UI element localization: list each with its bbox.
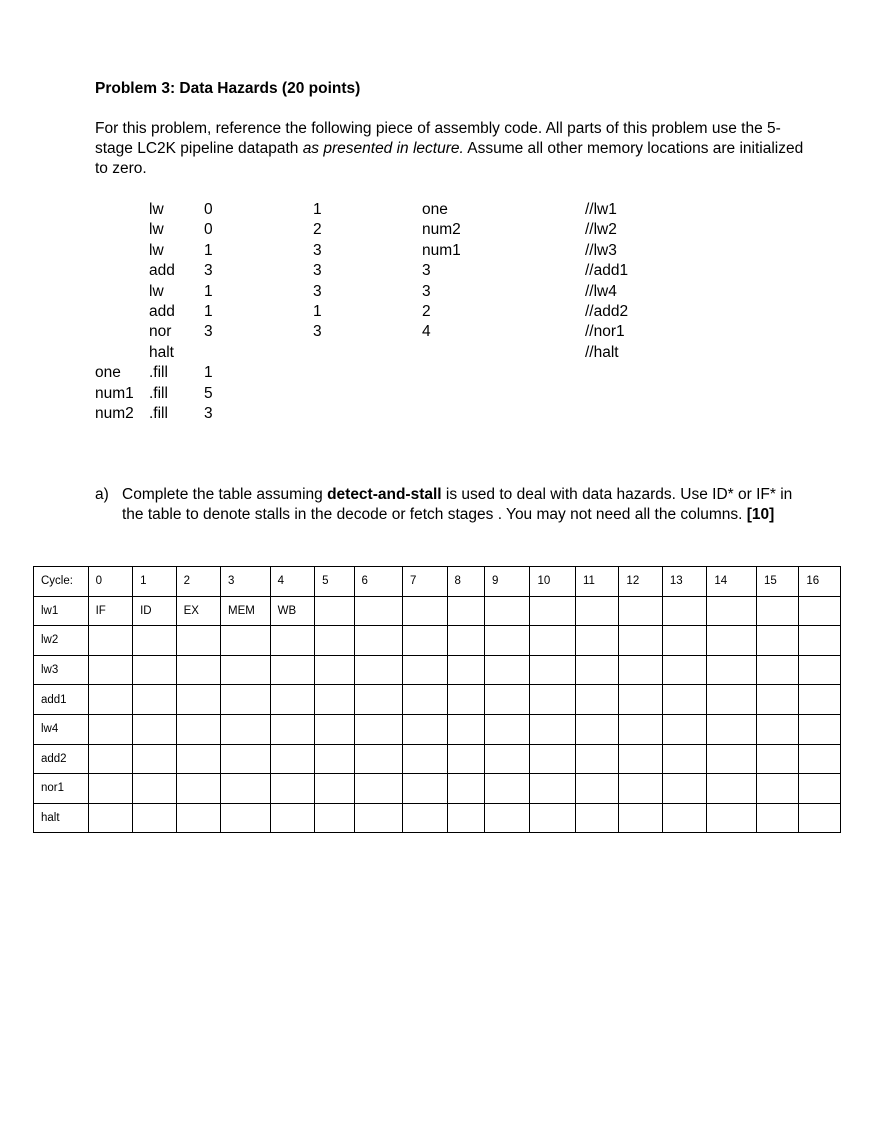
stage-cell[interactable] bbox=[315, 774, 354, 804]
code-c: num1 bbox=[422, 241, 461, 259]
cycle-number: 9 bbox=[484, 567, 530, 597]
stage-cell[interactable] bbox=[447, 626, 484, 656]
stage-cell[interactable] bbox=[403, 803, 447, 833]
stage-cell[interactable] bbox=[270, 714, 314, 744]
intro-text-1: For this problem, reference the following piece of assembly code. All parts of this problem use the 5-stage LC2K pipeline datapath bbox=[95, 120, 781, 157]
stage-cell[interactable] bbox=[707, 655, 757, 685]
stage-cell[interactable] bbox=[484, 744, 530, 774]
stage-cell[interactable] bbox=[88, 655, 132, 685]
stage-cell[interactable] bbox=[176, 685, 220, 715]
stage-cell[interactable] bbox=[530, 685, 576, 715]
code-b: 1 bbox=[313, 303, 322, 320]
stage-cell[interactable] bbox=[756, 685, 798, 715]
code-b: 3 bbox=[313, 262, 322, 280]
stage-cell[interactable] bbox=[530, 655, 576, 685]
cycle-number: 1 bbox=[133, 567, 176, 597]
code-op: .fill bbox=[149, 384, 168, 402]
stage-cell[interactable] bbox=[799, 596, 841, 626]
stage-cell[interactable] bbox=[662, 744, 706, 774]
stage-cell[interactable] bbox=[403, 596, 447, 626]
stage-cell[interactable] bbox=[315, 803, 354, 833]
instruction-name: lw2 bbox=[34, 626, 89, 656]
stage-cell[interactable] bbox=[447, 744, 484, 774]
stage-cell[interactable] bbox=[484, 626, 530, 656]
intro-italic: as presented in lecture. bbox=[302, 140, 464, 157]
stage-cell[interactable] bbox=[619, 596, 662, 626]
instruction-name: lw3 bbox=[34, 655, 89, 685]
cycle-number: 14 bbox=[707, 567, 757, 597]
instruction-row bbox=[34, 626, 841, 656]
part-a-marker: a) bbox=[95, 486, 109, 503]
code-c: 3 bbox=[422, 262, 431, 280]
stage-cell[interactable] bbox=[270, 744, 314, 774]
stage-cell[interactable] bbox=[575, 596, 618, 626]
stage-cell[interactable] bbox=[756, 744, 798, 774]
code-op: lw bbox=[149, 282, 164, 300]
stage-cell[interactable] bbox=[315, 714, 354, 744]
stage-cell[interactable] bbox=[88, 744, 132, 774]
stage-cell[interactable] bbox=[315, 744, 354, 774]
stage-cell[interactable] bbox=[530, 596, 576, 626]
code-b: 3 bbox=[313, 282, 322, 300]
stage-cell[interactable] bbox=[756, 714, 798, 744]
code-comment: //nor1 bbox=[585, 323, 625, 341]
stage-cell[interactable] bbox=[756, 803, 798, 833]
stage-cell[interactable] bbox=[799, 803, 841, 833]
code-op: halt bbox=[149, 343, 174, 361]
cycle-number: 10 bbox=[530, 567, 576, 597]
stage-cell[interactable] bbox=[707, 744, 757, 774]
stage-cell[interactable] bbox=[662, 774, 706, 804]
stage-cell[interactable] bbox=[447, 685, 484, 715]
stage-cell[interactable] bbox=[270, 655, 314, 685]
stage-cell[interactable] bbox=[133, 774, 176, 804]
cycle-number: 11 bbox=[575, 567, 618, 597]
stage-cell[interactable] bbox=[619, 626, 662, 656]
stage-cell[interactable] bbox=[354, 744, 403, 774]
code-comment: //halt bbox=[585, 343, 619, 361]
instruction-name: lw4 bbox=[34, 714, 89, 744]
stage-cell[interactable] bbox=[484, 774, 530, 804]
stage-cell[interactable] bbox=[799, 626, 841, 656]
stage-cell[interactable] bbox=[88, 685, 132, 715]
problem-title: Problem 3: Data Hazards (20 points) bbox=[95, 80, 361, 97]
stage-cell[interactable] bbox=[447, 596, 484, 626]
stage-cell[interactable] bbox=[662, 714, 706, 744]
cycle-number: 4 bbox=[270, 567, 314, 597]
cycle-number: 8 bbox=[447, 567, 484, 597]
stage-cell[interactable] bbox=[484, 655, 530, 685]
stage-cell[interactable]: IF bbox=[88, 596, 132, 626]
stage-cell[interactable] bbox=[530, 626, 576, 656]
code-c: one bbox=[422, 201, 448, 218]
stage-cell[interactable] bbox=[176, 744, 220, 774]
stage-cell[interactable] bbox=[403, 685, 447, 715]
part-a-bold: detect-and-stall bbox=[327, 486, 442, 503]
code-a: 0 bbox=[204, 201, 213, 218]
stage-cell[interactable] bbox=[484, 685, 530, 715]
stage-cell[interactable] bbox=[354, 626, 403, 656]
instruction-row bbox=[34, 714, 841, 744]
stage-cell[interactable] bbox=[447, 803, 484, 833]
stage-cell[interactable] bbox=[756, 774, 798, 804]
cycle-number: 15 bbox=[756, 567, 798, 597]
stage-cell[interactable] bbox=[403, 714, 447, 744]
code-label: num1 bbox=[95, 384, 134, 402]
code-c: 2 bbox=[422, 303, 431, 320]
stage-cell[interactable] bbox=[88, 774, 132, 804]
stage-cell[interactable] bbox=[530, 714, 576, 744]
code-op: lw bbox=[149, 241, 164, 259]
stage-cell[interactable] bbox=[619, 685, 662, 715]
stage-cell[interactable] bbox=[176, 626, 220, 656]
code-comment: //lw3 bbox=[585, 241, 617, 259]
stage-cell[interactable] bbox=[176, 655, 220, 685]
stage-cell[interactable] bbox=[88, 803, 132, 833]
stage-cell[interactable]: WB bbox=[270, 596, 314, 626]
stage-cell[interactable] bbox=[662, 596, 706, 626]
stage-cell[interactable] bbox=[176, 774, 220, 804]
stage-cell[interactable] bbox=[354, 803, 403, 833]
stage-cell[interactable] bbox=[88, 714, 132, 744]
part-a-text-1: Complete the table assuming bbox=[122, 486, 328, 503]
stage-cell[interactable] bbox=[707, 626, 757, 656]
stage-cell[interactable] bbox=[756, 626, 798, 656]
stage-cell[interactable] bbox=[221, 685, 271, 715]
stage-cell[interactable] bbox=[707, 803, 757, 833]
instruction-name: lw1 bbox=[34, 596, 89, 626]
code-op: add bbox=[149, 262, 175, 280]
code-op: lw bbox=[149, 201, 164, 218]
code-c: num2 bbox=[422, 221, 461, 239]
instruction-row bbox=[34, 596, 841, 626]
code-a: 3 bbox=[204, 323, 213, 341]
cycle-number: 5 bbox=[315, 567, 354, 597]
stage-cell[interactable] bbox=[447, 774, 484, 804]
stage-cell[interactable] bbox=[133, 714, 176, 744]
code-a: 1 bbox=[204, 303, 213, 320]
instruction-row bbox=[34, 655, 841, 685]
stage-cell[interactable] bbox=[221, 744, 271, 774]
stage-cell[interactable] bbox=[575, 685, 618, 715]
stage-cell[interactable] bbox=[403, 744, 447, 774]
code-comment: //lw2 bbox=[585, 221, 617, 239]
stage-cell[interactable] bbox=[447, 655, 484, 685]
code-comment: //lw4 bbox=[585, 282, 617, 300]
stage-cell[interactable] bbox=[662, 685, 706, 715]
stage-cell[interactable] bbox=[176, 714, 220, 744]
code-op: .fill bbox=[149, 405, 168, 422]
instruction-row bbox=[34, 803, 841, 833]
stage-cell[interactable] bbox=[221, 774, 271, 804]
stage-cell[interactable] bbox=[575, 626, 618, 656]
stage-cell[interactable] bbox=[530, 774, 576, 804]
stage-cell[interactable] bbox=[530, 803, 576, 833]
code-comment: //add1 bbox=[585, 262, 629, 280]
stage-cell[interactable]: ID bbox=[133, 596, 176, 626]
stage-cell[interactable] bbox=[575, 774, 618, 804]
code-a: 1 bbox=[204, 241, 213, 259]
stage-cell[interactable] bbox=[707, 714, 757, 744]
stage-cell[interactable] bbox=[221, 714, 271, 744]
stage-cell[interactable] bbox=[799, 685, 841, 715]
stage-cell[interactable] bbox=[619, 744, 662, 774]
stage-cell[interactable] bbox=[662, 655, 706, 685]
stage-cell[interactable] bbox=[354, 596, 403, 626]
stage-cell[interactable] bbox=[315, 655, 354, 685]
stage-cell[interactable] bbox=[133, 803, 176, 833]
code-op: add bbox=[149, 303, 175, 320]
instruction-row bbox=[34, 744, 841, 774]
code-op: lw bbox=[149, 221, 164, 239]
stage-cell[interactable] bbox=[799, 744, 841, 774]
stage-cell[interactable] bbox=[221, 626, 271, 656]
cycle-number: 7 bbox=[403, 567, 447, 597]
cycle-number: 3 bbox=[221, 567, 271, 597]
stage-cell[interactable] bbox=[575, 744, 618, 774]
stage-cell[interactable] bbox=[315, 685, 354, 715]
stage-cell[interactable] bbox=[484, 596, 530, 626]
stage-cell[interactable] bbox=[447, 714, 484, 744]
stage-cell[interactable] bbox=[315, 626, 354, 656]
code-a: 3 bbox=[204, 262, 213, 280]
stage-cell[interactable] bbox=[799, 714, 841, 744]
code-b: 3 bbox=[313, 323, 322, 341]
stage-cell[interactable] bbox=[354, 714, 403, 744]
stage-cell[interactable] bbox=[88, 626, 132, 656]
stage-cell[interactable] bbox=[176, 803, 220, 833]
cycle-number: 6 bbox=[354, 567, 403, 597]
stage-cell[interactable] bbox=[221, 803, 271, 833]
stage-cell[interactable] bbox=[484, 803, 530, 833]
code-a: 1 bbox=[204, 364, 213, 382]
instruction-name: add1 bbox=[34, 685, 89, 715]
code-comment: //add2 bbox=[585, 303, 629, 320]
stage-cell[interactable] bbox=[354, 685, 403, 715]
instruction-row bbox=[34, 685, 841, 715]
stage-cell[interactable] bbox=[799, 655, 841, 685]
code-label: num2 bbox=[95, 405, 134, 422]
code-op: .fill bbox=[149, 364, 168, 382]
instruction-name: nor1 bbox=[34, 774, 89, 804]
stage-cell[interactable] bbox=[354, 774, 403, 804]
stage-cell[interactable] bbox=[133, 744, 176, 774]
stage-cell[interactable] bbox=[403, 655, 447, 685]
instruction-name: add2 bbox=[34, 744, 89, 774]
cycle-number: 16 bbox=[799, 567, 841, 597]
code-a: 1 bbox=[204, 282, 213, 300]
cycle-header-row bbox=[34, 567, 841, 597]
problem-intro bbox=[95, 119, 815, 179]
stage-cell[interactable] bbox=[662, 803, 706, 833]
cycle-header-label: Cycle: bbox=[34, 567, 89, 597]
stage-cell[interactable] bbox=[619, 714, 662, 744]
stage-cell[interactable] bbox=[530, 744, 576, 774]
stage-cell[interactable] bbox=[133, 685, 176, 715]
stage-cell[interactable] bbox=[619, 655, 662, 685]
code-c: 4 bbox=[422, 323, 431, 341]
code-a: 5 bbox=[204, 384, 213, 402]
stage-cell[interactable] bbox=[354, 655, 403, 685]
stage-cell[interactable] bbox=[756, 596, 798, 626]
stage-cell[interactable] bbox=[799, 774, 841, 804]
code-b: 2 bbox=[313, 221, 322, 239]
stage-cell[interactable]: EX bbox=[176, 596, 220, 626]
code-c: 3 bbox=[422, 282, 431, 300]
stage-cell[interactable]: MEM bbox=[221, 596, 271, 626]
stage-cell[interactable] bbox=[619, 774, 662, 804]
stage-cell[interactable] bbox=[315, 596, 354, 626]
stage-cell[interactable] bbox=[707, 596, 757, 626]
cycle-number: 13 bbox=[662, 567, 706, 597]
part-a-text-2: is used to deal with data hazards. Use ID* or IF* in the table to denote stalls in the decode or fetch stages . You may not need all the columns. bbox=[122, 486, 793, 523]
stage-cell[interactable] bbox=[575, 655, 618, 685]
stage-cell[interactable] bbox=[707, 774, 757, 804]
stage-cell[interactable] bbox=[270, 774, 314, 804]
stage-cell[interactable] bbox=[619, 803, 662, 833]
stage-cell[interactable] bbox=[403, 774, 447, 804]
part-a-points: [10] bbox=[746, 506, 775, 523]
code-comment: //lw1 bbox=[585, 201, 617, 218]
stage-cell[interactable] bbox=[756, 655, 798, 685]
stage-cell[interactable] bbox=[133, 655, 176, 685]
code-a: 3 bbox=[204, 405, 213, 422]
intro-text-2: Assume all other memory locations are initialized to zero. bbox=[95, 140, 804, 177]
stage-cell[interactable] bbox=[270, 626, 314, 656]
code-b: 3 bbox=[313, 241, 322, 259]
code-op: nor bbox=[149, 323, 172, 341]
stage-cell[interactable] bbox=[484, 714, 530, 744]
stage-cell[interactable] bbox=[133, 626, 176, 656]
stage-cell[interactable] bbox=[270, 803, 314, 833]
stage-cell[interactable] bbox=[662, 626, 706, 656]
cycle-number: 2 bbox=[176, 567, 220, 597]
instruction-row bbox=[34, 774, 841, 804]
code-b: 1 bbox=[313, 201, 322, 218]
stage-cell[interactable] bbox=[575, 714, 618, 744]
cycle-number: 12 bbox=[619, 567, 662, 597]
stage-cell[interactable] bbox=[270, 685, 314, 715]
code-a: 0 bbox=[204, 221, 213, 239]
stage-cell[interactable] bbox=[707, 685, 757, 715]
stage-cell[interactable] bbox=[575, 803, 618, 833]
code-label: one bbox=[95, 364, 121, 382]
pipeline-table bbox=[33, 566, 841, 833]
cycle-number: 0 bbox=[88, 567, 132, 597]
stage-cell[interactable] bbox=[221, 655, 271, 685]
stage-cell[interactable] bbox=[403, 626, 447, 656]
instruction-name: halt bbox=[34, 803, 89, 833]
